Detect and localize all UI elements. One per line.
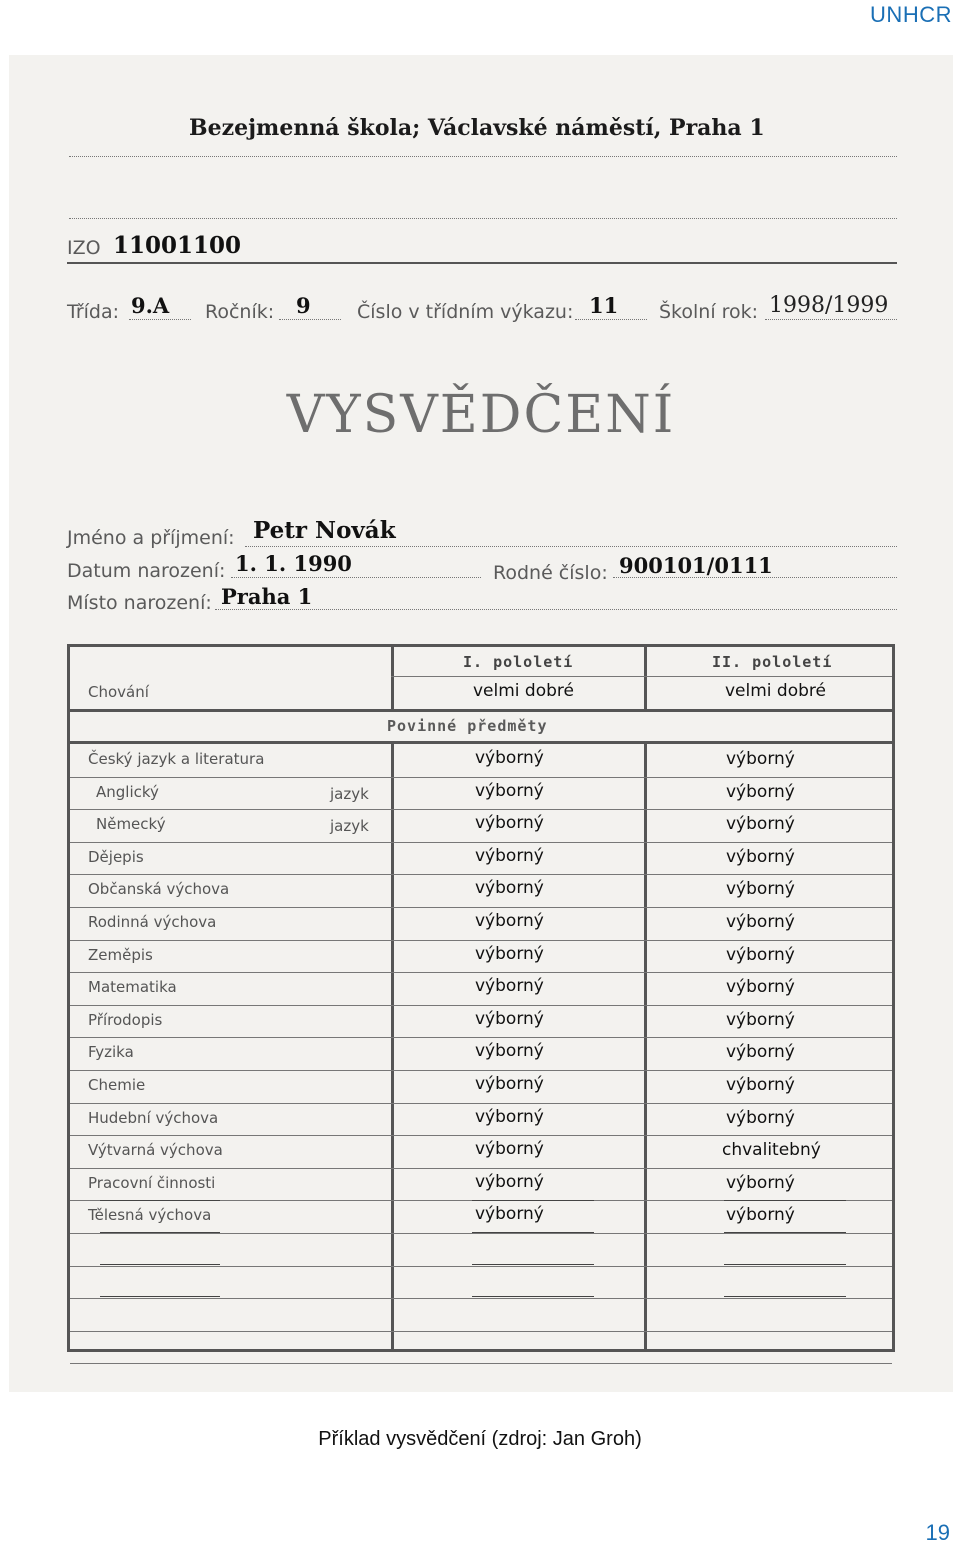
subject-name: Dějepis [88, 847, 144, 866]
grade-term-1: výborný [475, 813, 544, 834]
grade-term-2: výborný [726, 1205, 795, 1226]
register-value: 11 [589, 293, 619, 318]
grade-value: 9 [296, 293, 311, 318]
row-divider [70, 1135, 892, 1136]
grade-term-2: výborný [726, 1107, 795, 1128]
grade-term-2: výborný [726, 912, 795, 932]
grade-term-2: výborný [726, 1075, 795, 1095]
year-value: 1998/1999 [769, 293, 889, 318]
izo-value: 11001100 [113, 232, 242, 259]
grade-term-1: výborný [475, 845, 544, 866]
grade-term-2: výborný [726, 1009, 795, 1030]
subject-suffix: jazyk [330, 784, 369, 803]
grade-term-2: výborný [726, 1172, 795, 1193]
subject-name: Fyzika [88, 1043, 134, 1062]
blank-line [724, 1296, 846, 1297]
grade-term-1: výborný [475, 976, 544, 997]
row-divider [70, 1298, 892, 1299]
blank-line [100, 1296, 220, 1297]
certificate-scan [9, 55, 953, 1392]
dotted-field [765, 319, 897, 320]
subject-name: Přírodopis [88, 1010, 163, 1029]
row-divider [70, 709, 892, 712]
row-divider [70, 874, 892, 875]
blank-line [100, 1200, 220, 1201]
row-divider [70, 907, 892, 908]
blank-line [472, 1200, 594, 1201]
subject-name: Tělesná výchova [88, 1206, 212, 1225]
row-divider [391, 676, 892, 677]
izo-label: IZO [67, 237, 101, 259]
row-divider [70, 972, 892, 973]
blank-line [472, 1232, 594, 1233]
grade-term-2: výborný [726, 879, 795, 900]
subject-name: Zeměpis [88, 945, 153, 964]
row-divider [70, 1363, 892, 1364]
grade-term-2: výborný [726, 944, 795, 965]
grade-term-1: výborný [475, 1106, 544, 1127]
subject-name: Český jazyk a literatura [88, 750, 265, 768]
birthnum-value: 900101/0111 [619, 553, 773, 578]
subject-name: Občanská výchova [88, 880, 230, 899]
grade-term-1: výborný [475, 878, 544, 899]
dotted-field [279, 319, 341, 320]
school-name: Bezejmenná škola; Václavské náměstí, Praha 1 [189, 115, 765, 141]
blank-line [472, 1264, 594, 1265]
column-divider [644, 741, 647, 1349]
subject-name: Výtvarná výchova [88, 1141, 223, 1160]
dotted-field [575, 319, 647, 320]
behavior-grade-1: velmi dobré [473, 681, 574, 701]
subject-name: Chemie [88, 1076, 146, 1094]
subject-name: Rodinná výchova [88, 913, 217, 931]
birthnum-label: Rodné číslo: [493, 562, 608, 584]
grade-term-1: výborný [475, 748, 544, 768]
divider [69, 156, 897, 157]
column-divider [644, 647, 647, 709]
grade-term-2: chvalitebný [722, 1140, 821, 1161]
subject-suffix: jazyk [330, 817, 369, 836]
behavior-label: Chování [88, 683, 149, 701]
section-header: Povinné předměty [387, 717, 548, 735]
subject-name: Hudební výchova [88, 1108, 219, 1127]
row-divider [70, 940, 892, 941]
grade-label: Ročník: [205, 301, 275, 323]
row-divider [70, 777, 892, 778]
name-value: Petr Novák [253, 517, 396, 544]
brand-logo: UNHCR [870, 2, 952, 27]
figure-caption: Příklad vysvědčení (zdroj: Jan Groh) [318, 1428, 642, 1450]
grade-term-2: výborný [726, 781, 795, 802]
birthdate-value: 1. 1. 1990 [235, 551, 352, 576]
grade-term-1: výborný [475, 1171, 544, 1192]
grades-table [67, 644, 895, 1352]
blank-line [472, 1296, 594, 1297]
dotted-field [129, 319, 191, 320]
row-divider [70, 1233, 892, 1234]
grade-term-2: výborný [726, 814, 795, 835]
subject-name: Německý [96, 815, 166, 834]
year-label: Školní rok: [659, 301, 759, 323]
divider [69, 218, 897, 219]
grade-term-2: výborný [726, 977, 795, 998]
birthplace-value: Praha 1 [221, 584, 313, 609]
grade-term-1: výborný [475, 780, 544, 801]
grade-term-2: výborný [726, 749, 795, 769]
birthplace-label: Místo narození: [67, 592, 212, 614]
class-value: 9.A [131, 293, 170, 318]
blank-line [724, 1200, 846, 1201]
row-divider [70, 1037, 892, 1038]
row-divider [70, 1331, 892, 1332]
class-label: Třída: [67, 301, 120, 323]
column-divider [391, 741, 394, 1349]
register-label: Číslo v třídním výkazu: [357, 301, 574, 323]
dotted-field [215, 609, 897, 610]
divider [67, 262, 897, 264]
grade-term-2: výborný [726, 846, 795, 867]
grade-term-2: výborný [726, 1042, 795, 1063]
dotted-field [613, 577, 897, 578]
birthdate-label: Datum narození: [67, 560, 226, 582]
row-divider [70, 1266, 892, 1267]
blank-line [724, 1264, 846, 1265]
blank-line [724, 1232, 846, 1233]
grade-term-1: výborný [475, 1074, 544, 1094]
blank-line [100, 1264, 220, 1265]
grade-term-1: výborný [475, 943, 544, 964]
page-number: 19 [925, 1520, 950, 1545]
grade-term-1: výborný [475, 911, 544, 931]
column-header-1: I. pololetí [463, 653, 574, 671]
row-divider [70, 1168, 892, 1169]
certificate-title: VYSVĚDČENÍ [286, 385, 676, 445]
grade-term-1: výborný [475, 1139, 544, 1160]
row-divider [70, 1005, 892, 1006]
dotted-field [231, 577, 481, 578]
subject-name: Pracovní činnosti [88, 1173, 216, 1192]
row-divider [70, 809, 892, 810]
blank-line [100, 1232, 220, 1233]
subject-name: Matematika [88, 978, 177, 997]
subject-name: Anglický [96, 782, 159, 801]
row-divider [70, 1103, 892, 1104]
column-divider [391, 647, 394, 709]
name-label: Jméno a příjmení: [67, 527, 235, 549]
row-divider [70, 741, 892, 744]
grade-term-1: výborný [475, 1041, 544, 1062]
row-divider [70, 1070, 892, 1071]
column-header-2: II. pololetí [712, 653, 833, 671]
grade-term-1: výborný [475, 1204, 544, 1225]
behavior-grade-2: velmi dobré [725, 681, 826, 701]
row-divider [70, 842, 892, 843]
grade-term-1: výborný [475, 1008, 544, 1029]
dotted-field [245, 546, 897, 547]
